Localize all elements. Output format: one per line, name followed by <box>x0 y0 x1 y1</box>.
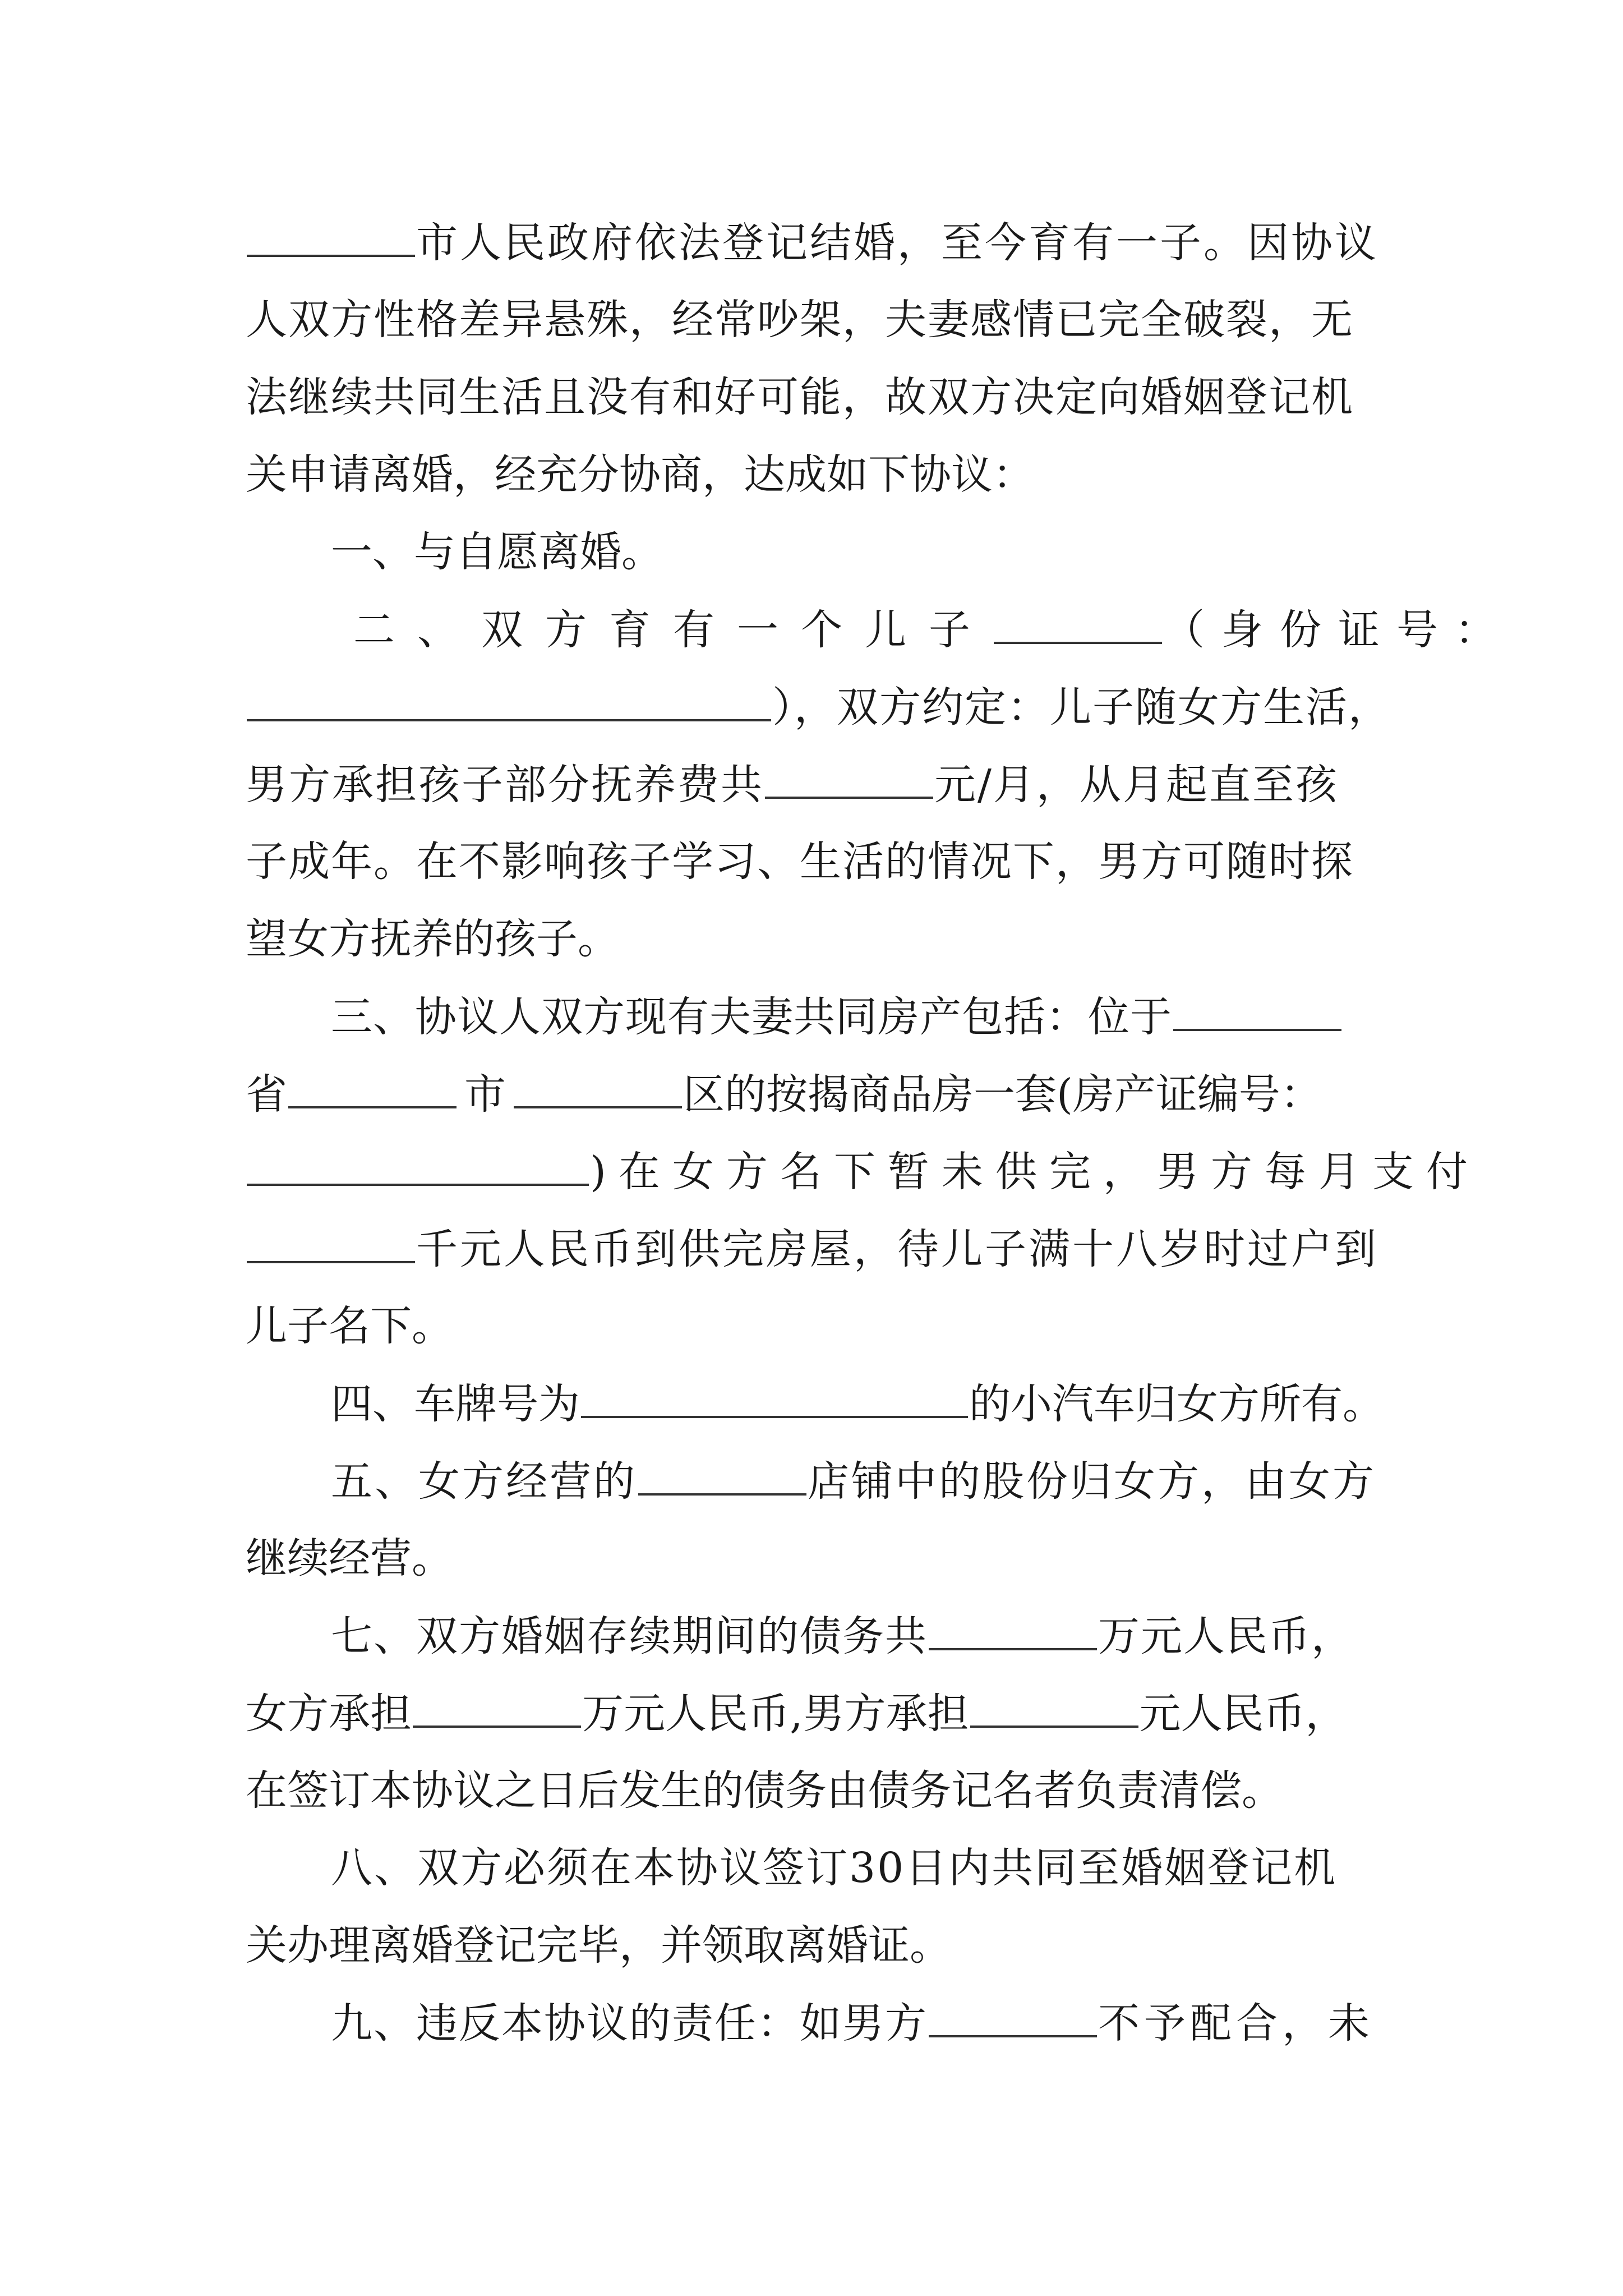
fill-in-blank[interactable] <box>247 1215 415 1263</box>
paragraph-line <box>331 983 1463 1050</box>
paragraph-line <box>246 286 1377 353</box>
line-text: 元人民币， <box>1139 1690 1347 1738</box>
paragraph-line <box>246 1215 1377 1282</box>
line-text: 五、女方经营的 <box>331 1457 637 1506</box>
fill-in-blank[interactable] <box>247 673 771 721</box>
line-text: 男方承担孩子部分抚养费共 <box>246 761 764 809</box>
paragraph-line <box>246 441 1377 508</box>
fill-in-blank[interactable] <box>288 1060 457 1108</box>
paragraph-line <box>331 1602 1463 1669</box>
line-text: 法继续共同生活且没有和好可能，故双方决定向婚姻登记机 <box>246 373 1354 421</box>
paragraph-line <box>246 905 1377 973</box>
line-text: 望女方抚养的孩子。 <box>246 915 619 963</box>
fill-in-blank[interactable] <box>514 1060 682 1108</box>
line-text: 一、与自愿离婚。 <box>331 528 663 576</box>
line-text: 店铺中的股份归女方，由女方 <box>808 1457 1376 1506</box>
paragraph-line <box>331 1989 1463 2056</box>
line-text: 不予配合，未 <box>1098 1999 1374 2047</box>
line-text: 在签订本协议之日后发生的债务由债务记名者负责清偿。 <box>246 1766 1283 1815</box>
paragraph-line <box>246 209 1377 276</box>
line-text: 市 <box>464 1070 506 1119</box>
paragraph-line <box>246 364 1377 431</box>
line-text: 关办理离婚登记完毕，并领取离婚证。 <box>246 1921 951 1970</box>
fill-in-blank[interactable] <box>1173 983 1341 1031</box>
paragraph-line <box>246 1138 1480 1205</box>
fill-in-blank[interactable] <box>581 1370 968 1418</box>
line-text: 四、车牌号为 <box>331 1380 580 1428</box>
line-text: 女方承担 <box>246 1690 412 1738</box>
paragraph-line <box>246 673 1391 740</box>
line-text: 人双方性格差异悬殊，经常吵架，夫妻感情已完全破裂，无 <box>246 296 1354 344</box>
paragraph-line <box>353 596 1513 663</box>
line-text: )在女方名下暂未供完，男方每月支付 <box>590 1148 1480 1196</box>
line-text: ），双方约定：儿子随女方生活， <box>772 683 1391 731</box>
paragraph-line <box>331 518 1463 586</box>
line-text: 万元人民币,男方承担 <box>582 1690 969 1738</box>
line-text: 七、双方婚姻存续期间的债务共 <box>331 1612 928 1660</box>
fill-in-blank[interactable] <box>994 596 1162 644</box>
line-text: 九、违反本协议的责任：如男方 <box>331 1999 928 2047</box>
line-text: 二、双方育有一个儿子 <box>353 606 993 654</box>
fill-in-blank[interactable] <box>765 751 933 799</box>
paragraph-line <box>246 1525 1377 1592</box>
fill-in-blank[interactable] <box>929 1602 1097 1650</box>
line-text: （身份证号： <box>1163 606 1513 654</box>
paragraph-line <box>246 751 1377 818</box>
fill-in-blank[interactable] <box>247 1138 589 1186</box>
paragraph-line <box>331 1370 1463 1437</box>
paragraph-line <box>246 1912 1377 1979</box>
paragraph-line <box>246 1060 1377 1128</box>
line-text: 市人民政府依法登记结婚，至今育有一子。因协议 <box>416 219 1378 267</box>
line-text: 继续经营。 <box>246 1534 453 1582</box>
line-text: 八、双方必须在本协议签订30日内共同至婚姻登记机 <box>331 1844 1338 1892</box>
line-text: 的小汽车归女方所有。 <box>969 1380 1384 1428</box>
line-text: 万元人民币， <box>1098 1612 1354 1660</box>
fill-in-blank[interactable] <box>970 1680 1138 1728</box>
line-text: 千元人民币到供完房屋，待儿子满十八岁时过户到 <box>416 1225 1378 1273</box>
paragraph-line <box>246 1757 1377 1824</box>
paragraph-line <box>331 1834 1463 1902</box>
line-text: 子成年。在不影响孩子学习、生活的情况下，男方可随时探 <box>246 838 1354 886</box>
fill-in-blank[interactable] <box>638 1447 806 1496</box>
paragraph-line <box>246 828 1377 895</box>
line-text: 区的按揭商品房一套(房产证编号： <box>683 1070 1322 1119</box>
line-text: 省 <box>246 1070 287 1119</box>
line-text: 儿子名下。 <box>246 1302 453 1350</box>
line-text: 元/月，从月起直至孩 <box>934 761 1339 809</box>
paragraph-line <box>331 1447 1463 1515</box>
fill-in-blank[interactable] <box>929 1989 1097 2037</box>
line-text: 关申请离婚，经充分协商，达成如下协议： <box>246 450 1034 499</box>
fill-in-blank[interactable] <box>247 209 415 257</box>
fill-in-blank[interactable] <box>413 1680 581 1728</box>
line-text: 三、协议人双方现有夫妻共同房产包括：位于 <box>331 993 1172 1041</box>
paragraph-line <box>246 1292 1377 1360</box>
paragraph-line <box>246 1680 1377 1747</box>
